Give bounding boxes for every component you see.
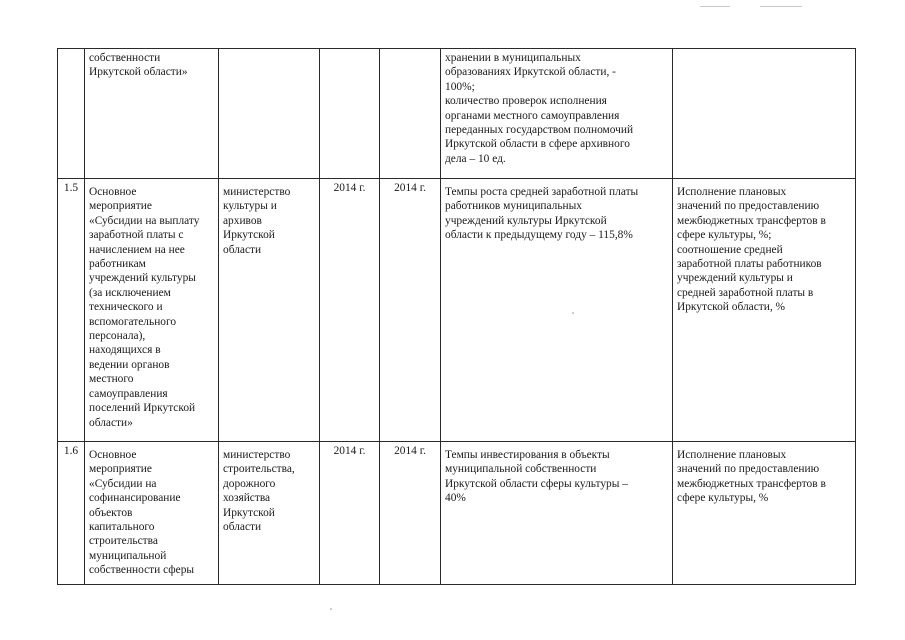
event-cell: собственности Иркутской области» (85, 49, 219, 179)
end-year-cell: 2014 г. (380, 179, 441, 442)
result-cell: хранении в муниципальных образованиях Иркутской области, - 100%; количество проверок исполнения органами местного самоуправления переданных государством полномочий Иркутской области в сфере архивного дела – 10 ед. (441, 49, 673, 179)
indicator-cell: Исполнение плановых значений по предоставлению межбюджетных трансфертов в сфере культуры, %; соотношение средней заработной платы работников учреждений культуры и средней заработной платы в Иркутской области, % (673, 179, 856, 442)
start-year-cell (320, 49, 380, 179)
result-cell: Темпы инвестирования в объекты муниципальной собственности Иркутской области сферы культуры – 40% (441, 442, 673, 585)
end-year-cell (380, 49, 441, 179)
start-year-cell: 2014 г. (320, 442, 380, 585)
event-cell: Основное мероприятие «Субсидии на выплату заработной платы с начислением на нее работникам учреждений культуры (за исключением технического и вспомогательного персонала), находящихся в ведении органов местного самоуправления поселений Иркутской области» (85, 179, 219, 442)
start-year-cell: 2014 г. (320, 179, 380, 442)
row-number: 1.6 (58, 442, 85, 585)
scan-artifact (330, 608, 332, 610)
scan-artifact (700, 6, 730, 7)
row-number: 1.5 (58, 179, 85, 442)
program-table (57, 48, 856, 585)
scan-artifact (760, 6, 802, 7)
table-row (58, 179, 856, 442)
executor-cell: министерство культуры и архивов Иркутской области (219, 179, 320, 442)
executor-cell (219, 49, 320, 179)
executor-cell: министерство строительства, дорожного хозяйства Иркутской области (219, 442, 320, 585)
indicator-cell: Исполнение плановых значений по предоставлению межбюджетных трансфертов в сфере культуры, % (673, 442, 856, 585)
end-year-cell: 2014 г. (380, 442, 441, 585)
table-row (58, 49, 856, 179)
row-number (58, 49, 85, 179)
event-cell: Основное мероприятие «Субсидии на софинансирование объектов капитального строительства муниципальной собственности сферы (85, 442, 219, 585)
result-cell: Темпы роста средней заработной платы работников муниципальных учреждений культуры Иркутской области к предыдущему году – 115,8% (441, 179, 673, 442)
indicator-cell (673, 49, 856, 179)
table-row (58, 442, 856, 585)
